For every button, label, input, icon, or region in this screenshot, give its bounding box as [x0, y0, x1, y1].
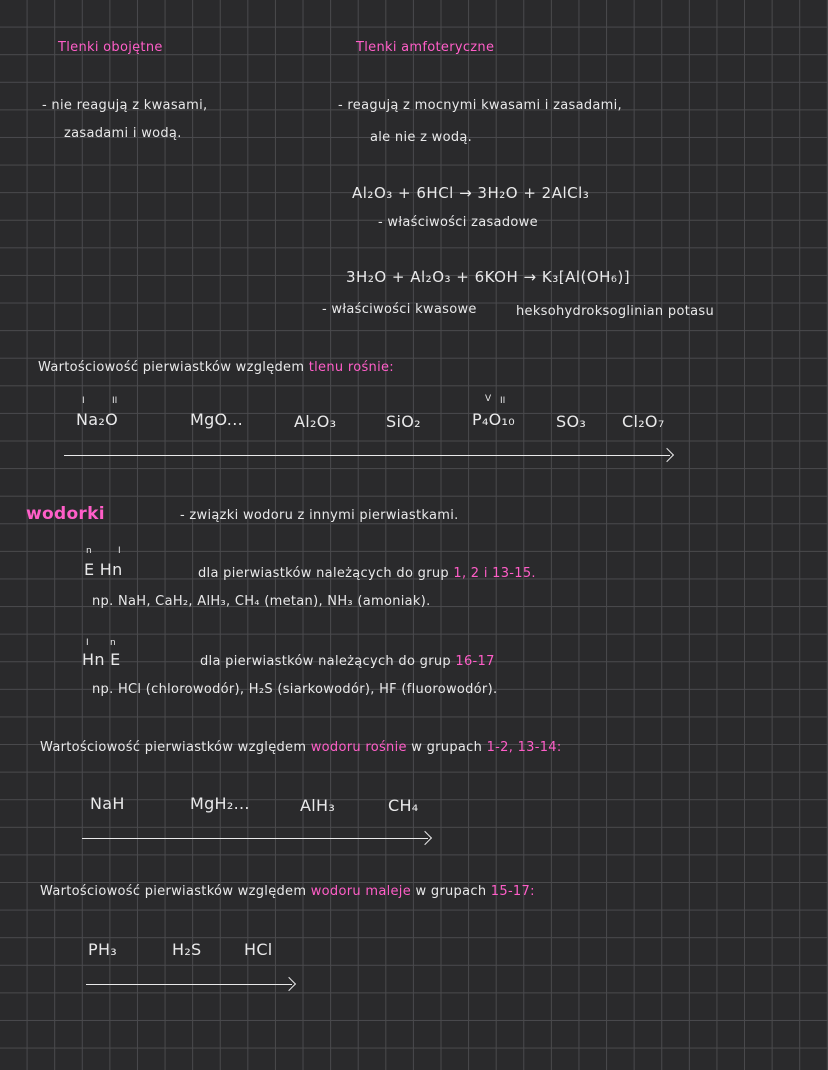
reaction-1: Al₂O₃ + 6HCl → 3H₂O + 2AlCl₃ — [352, 184, 590, 202]
tick-mark: n — [86, 546, 92, 556]
hydride-trend-1-mid: w grupach — [411, 740, 483, 755]
oxides-trend-heading — [38, 360, 394, 375]
hydride-item: HCl — [244, 940, 273, 959]
hydride-item: NaH — [90, 794, 125, 813]
obojetne-line-1: - nie reagują z kwasami, — [42, 98, 208, 113]
tick-mark: I — [118, 546, 121, 556]
hydride-trend-2-arrow — [86, 984, 292, 985]
wodorki-title: wodorki — [26, 504, 105, 524]
hydride-trend-2-hl2: 15-17: — [490, 884, 535, 899]
oxide-item: SO₃ — [556, 412, 587, 431]
hydride-trend-2-hl1: wodoru maleje — [310, 884, 412, 899]
wodorki-definition: - związki wodoru z innymi pierwiastkami. — [180, 508, 459, 523]
amfoteryczne-line-1: - reagują z mocnymi kwasami i zasadami, — [338, 98, 622, 113]
reaction-2: 3H₂O + Al₂O₃ + 6KOH → K₃[Al(OH₆)] — [346, 268, 631, 286]
oxide-item: MgO... — [190, 410, 243, 429]
obojetne-line-2: zasadami i wodą. — [64, 126, 182, 141]
wodorki-pattern-2-example: np. HCl (chlorowodór), H₂S (siarkowodór), HF (fluorowodór). — [92, 682, 498, 697]
reaction-2-product: heksohydroksoglinian potasu — [516, 304, 714, 319]
oxide-item: Al₂O₃ — [294, 412, 337, 431]
tick-mark: V — [485, 394, 492, 404]
amfoteryczne-line-2: ale nie z wodą. — [370, 130, 473, 145]
reaction-1-note: - właściwości zasadowe — [378, 215, 538, 230]
hydride-trend-2-heading — [40, 884, 535, 899]
hydride-trend-1-hl1: wodoru rośnie — [310, 740, 407, 755]
hydride-item: CH₄ — [388, 796, 419, 815]
pattern-1-prefix: dla pierwiastków należących do grup — [198, 566, 449, 581]
hydride-trend-1-prefix: Wartościowość pierwiastków względem — [40, 740, 307, 755]
oxides-trend-highlight: tlenu rośnie: — [308, 360, 394, 375]
oxide-item: P₄O₁₀ — [472, 410, 515, 429]
tick-mark: II — [112, 396, 118, 406]
wodorki-pattern-1-desc — [198, 566, 536, 581]
tick-mark: I — [86, 638, 89, 648]
hydride-trend-1-heading — [40, 740, 562, 755]
oxide-item: Cl₂O₇ — [622, 412, 665, 431]
pattern-2-groups: 16-17 — [455, 654, 495, 669]
tick-mark: I — [82, 396, 85, 406]
oxide-item: SiO₂ — [386, 412, 421, 431]
pattern-2-prefix: dla pierwiastków należących do grup — [200, 654, 451, 669]
pattern-1-groups: 1, 2 i 13-15. — [453, 566, 536, 581]
oxides-trend-prefix: Wartościowość pierwiastków względem — [38, 360, 305, 375]
hydride-item: AlH₃ — [300, 796, 336, 815]
hydride-item: H₂S — [172, 940, 202, 959]
reaction-2-note: - właściwości kwasowe — [322, 302, 477, 317]
hydride-trend-2-prefix: Wartościowość pierwiastków względem — [40, 884, 307, 899]
wodorki-pattern-1: E Hn — [84, 560, 123, 579]
wodorki-pattern-2: Hn E — [82, 650, 121, 669]
hydride-trend-1-hl2: 1-2, 13-14: — [486, 740, 562, 755]
hydride-item: MgH₂... — [190, 794, 250, 813]
hydride-trend-1-arrow — [82, 838, 428, 839]
hydride-trend-2-mid: w grupach — [415, 884, 487, 899]
wodorki-pattern-2-desc — [200, 654, 495, 669]
tick-mark: II — [500, 396, 506, 406]
hydride-item: PH₃ — [88, 940, 117, 959]
wodorki-pattern-1-example: np. NaH, CaH₂, AlH₃, CH₄ (metan), NH₃ (amoniak). — [92, 594, 431, 609]
oxides-trend-arrow — [64, 455, 670, 456]
tick-mark: n — [110, 638, 116, 648]
title-tlenki-obojetne: Tlenki obojętne — [58, 40, 163, 55]
title-tlenki-amfoteryczne: Tlenki amfoteryczne — [356, 40, 495, 55]
oxide-item: Na₂O — [76, 410, 118, 429]
